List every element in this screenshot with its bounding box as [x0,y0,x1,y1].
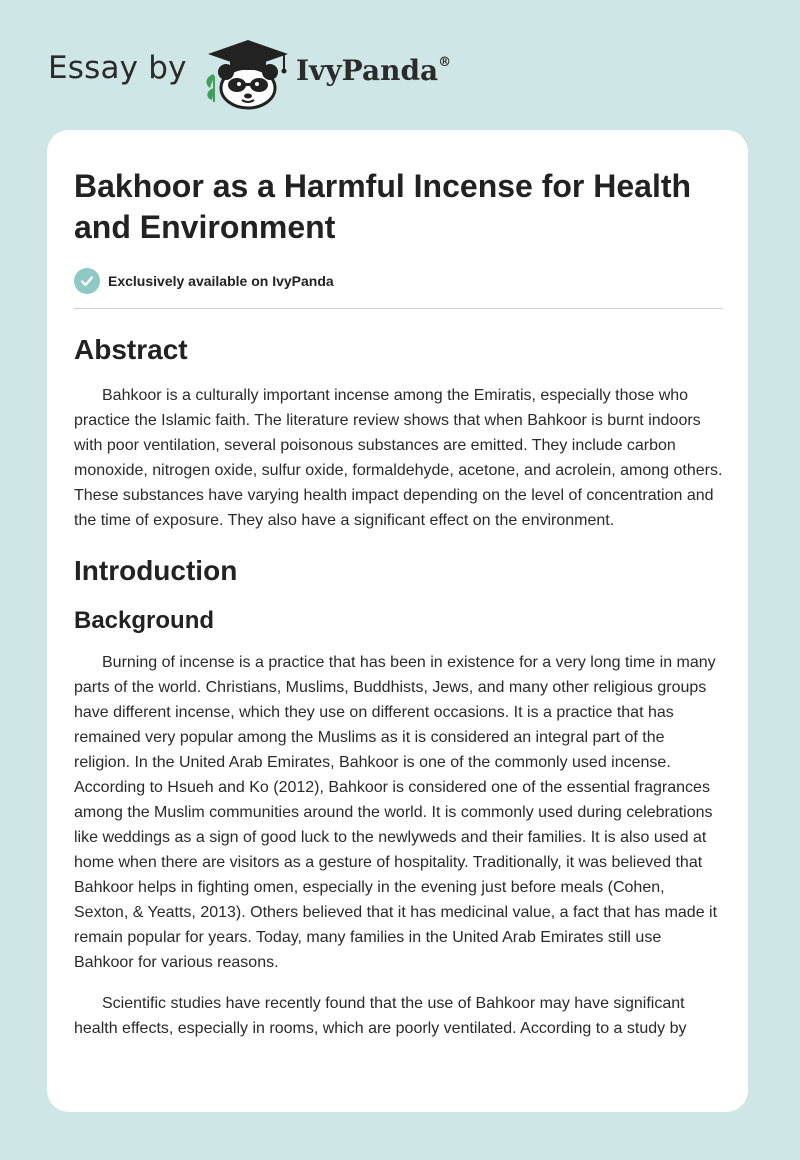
background-paragraph: Burning of incense is a practice that has been in existence for a very long time in many parts of the world. Christians, Muslims, Buddhists, Jews, and many other religious groups have different incense, which they use on different occasions. It is a practice that has remained very popular among the Muslims as it is considered an integral part of the religion. In the United Arab Emirates, Bahkoor is one of the commonly used incense. According to Hsueh and Ko (2012), Bahkoor is considered one of the essential fragrances among the Muslim communities around the world. It is commonly used during celebrations like weddings as a sign of good luck to the newlyweds and their families. It is also used at home when there are visitors as a gesture of hospitality. Traditionally, it was believed that Bahkoor helps in fighting omen, especially in the evening just before meals (Cohen, Sexton, & Yeatts, 2013). Others believed that it has medicinal value, a fact that has made it remain popular for years. Today, many families in the United Arab Emirates still use Bahkoor for various reasons. [74,654,718,971]
essay-title: Bakhoor as a Harmful Incense for Health and Environment [74,168,692,245]
panda-graduation-cap-icon [200,36,296,110]
essay-content [74,166,723,1041]
abstract-heading: Abstract [74,334,188,365]
title-divider [74,308,723,309]
check-circle-icon [74,268,100,294]
introduction-heading: Introduction [74,555,238,586]
registered-mark: ® [438,54,452,70]
abstract-paragraph: Bahkoor is a culturally important incense among the Emiratis, especially those who practice the Islamic faith. The literature review shows that when Bahkoor is burnt indoors with poor ventilation, several poisonous substances are emitted. They include carbon monoxide, nitrogen oxide, sulfur oxide, formaldehyde, acetone, and acrolein, among others. These substances have varying health impact depending on the level of concentration and the time of exposure. They also have a significant effect on the environment. [74,387,723,529]
scientific-studies-paragraph: Scientific studies have recently found that the use of Bahkoor may have significant health effects, especially in rooms, which are poorly ventilated. According to a study by [74,995,687,1037]
essay-card [47,130,748,1112]
background-heading: Background [74,607,215,634]
exclusive-badge [74,268,723,294]
site-header [0,0,800,130]
ivypanda-logo[interactable] [200,36,296,110]
ivy-leaf-icon [207,74,214,102]
exclusive-badge-text: Exclusively available on IvyPanda [108,273,334,289]
essay-by-label: Essay by [48,50,187,86]
brand-name[interactable] [296,54,451,87]
brand-text: IvyPanda [296,54,439,87]
